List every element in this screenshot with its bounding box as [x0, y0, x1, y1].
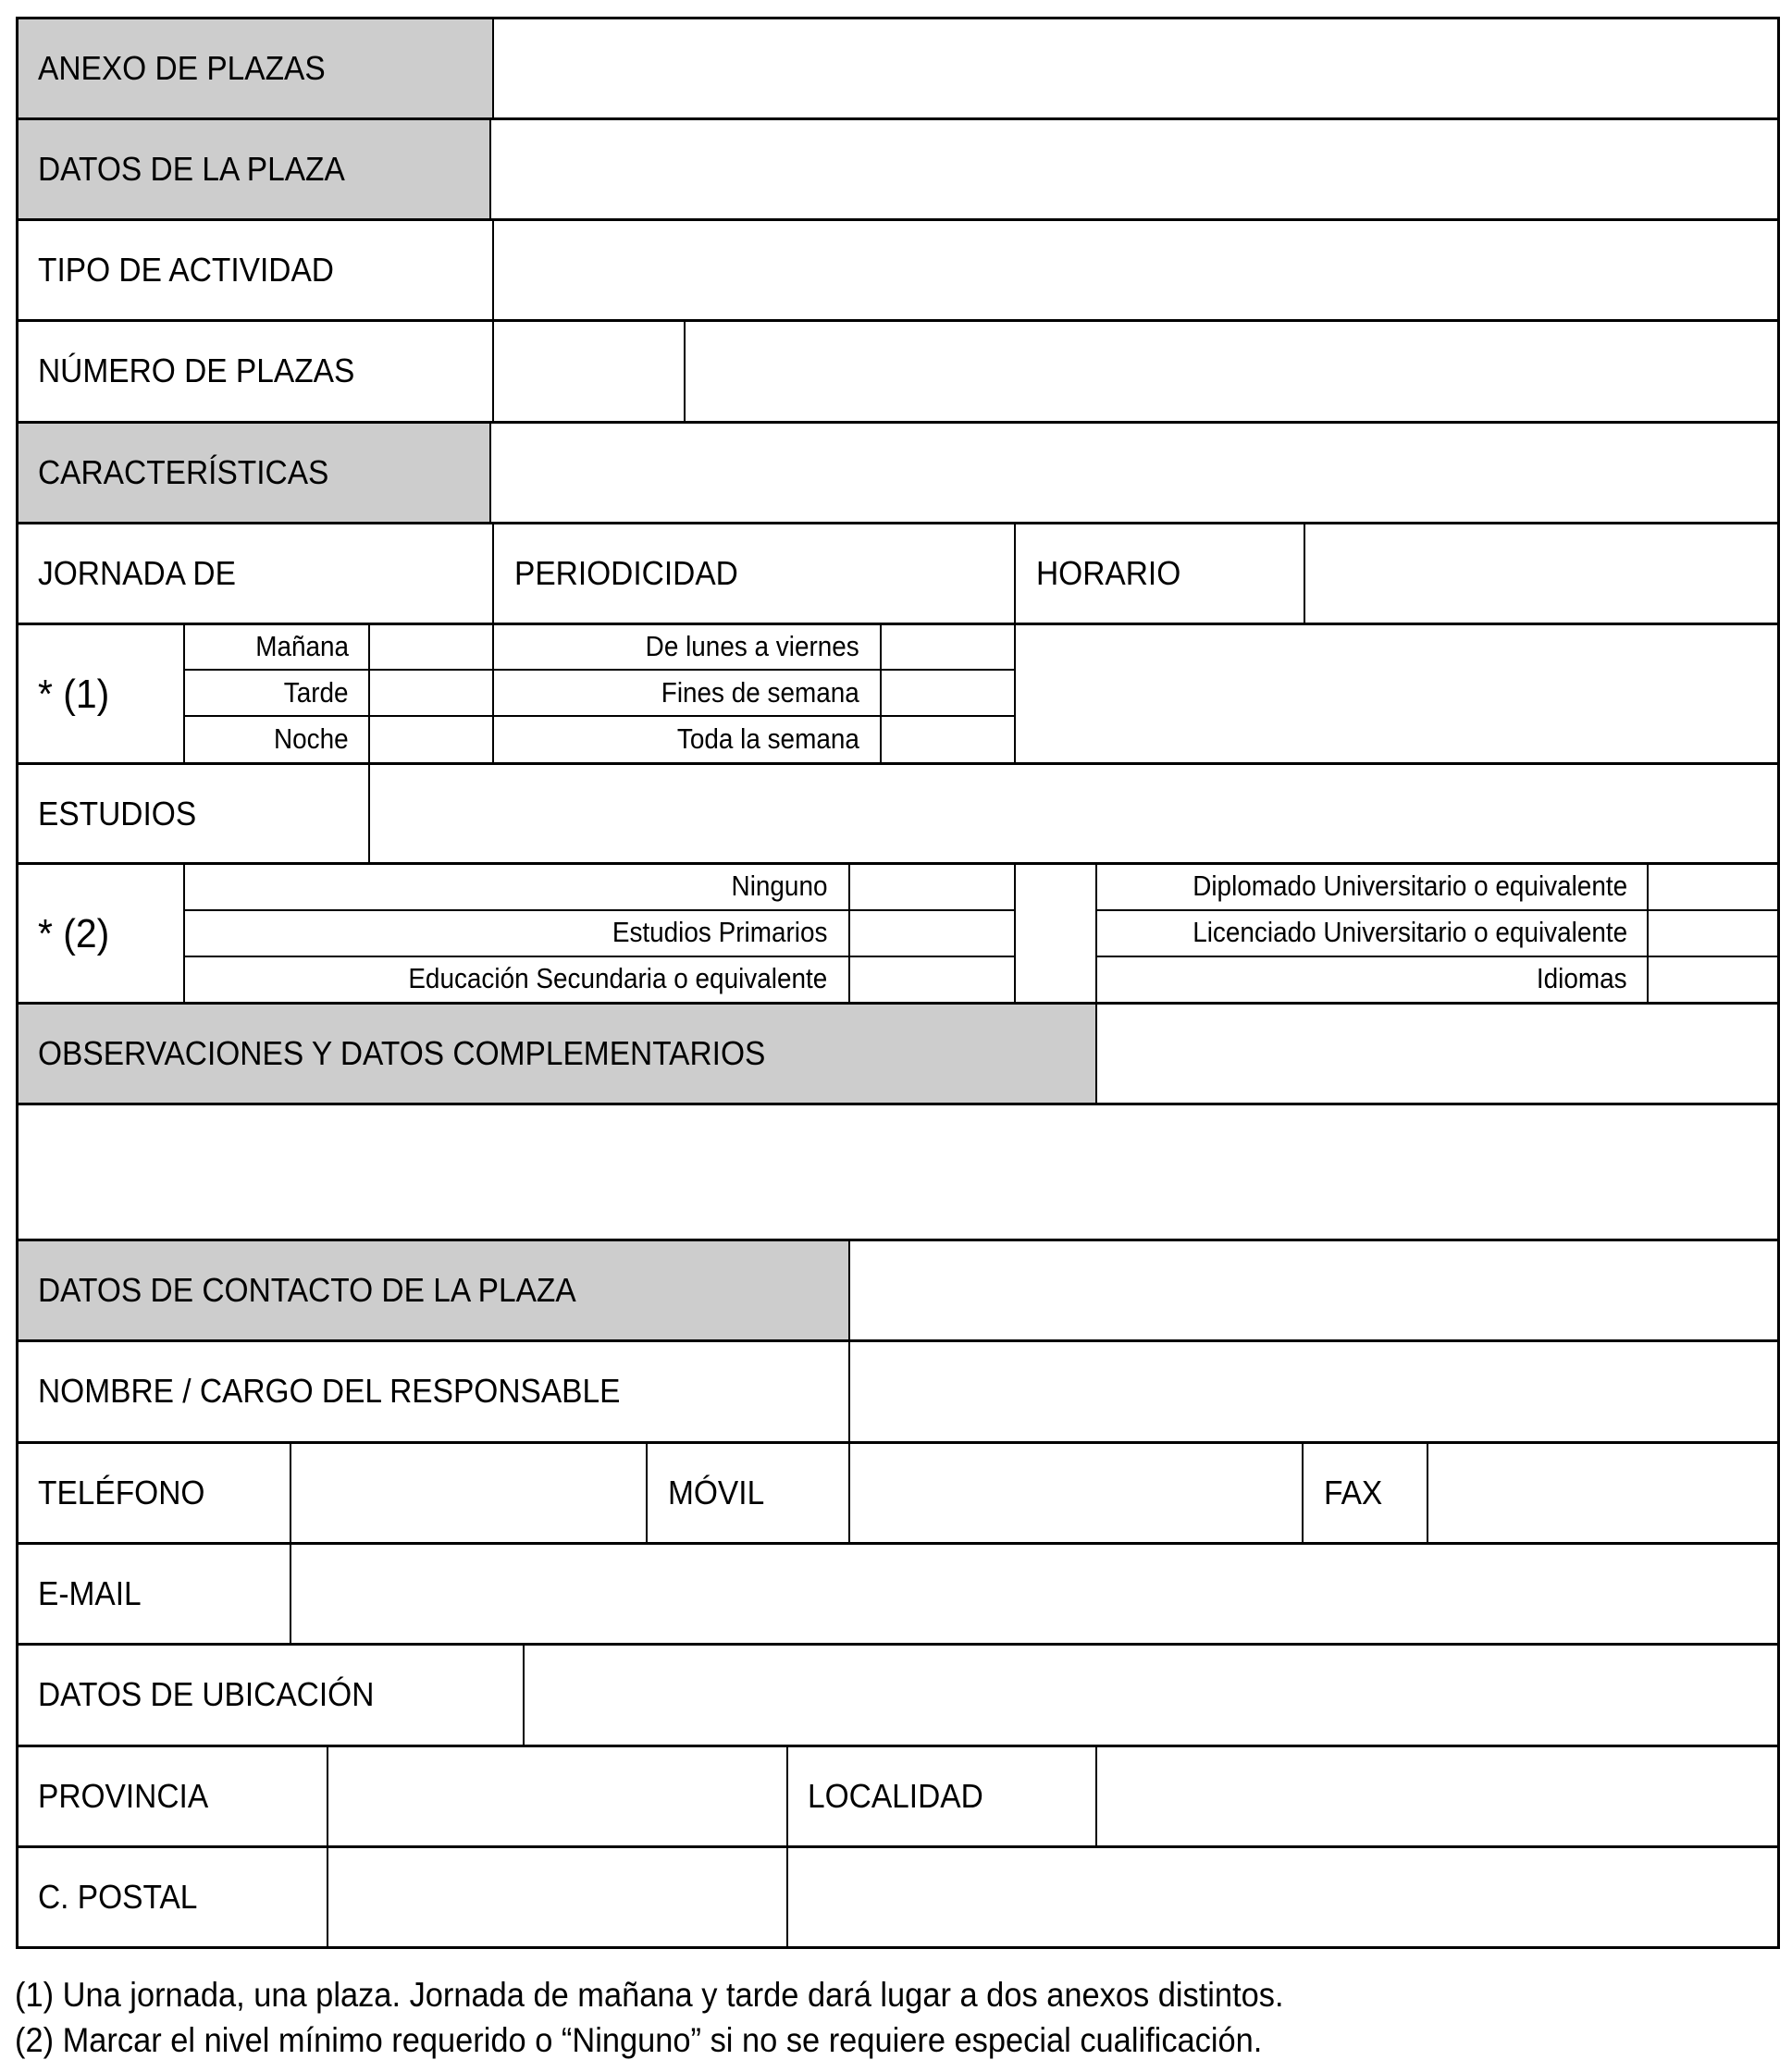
responsible-label: NOMBRE / CARGO DEL RESPONSABLE: [38, 1372, 621, 1410]
border-line: [1302, 1441, 1304, 1544]
border-line: [489, 117, 491, 220]
observations-field[interactable]: [19, 1105, 1777, 1239]
border-line: [16, 17, 1780, 19]
border-line: [16, 1002, 1780, 1005]
border-line: [327, 1745, 328, 1948]
features-section-title: CARACTERÍSTICAS: [38, 453, 329, 491]
jornada-morning-checkbox[interactable]: [370, 624, 490, 669]
jornada-option-night: Noche: [274, 722, 349, 755]
studies-diploma-checkbox[interactable]: [1649, 864, 1777, 909]
footnote-1: (1) Una jornada, una plaza. Jornada de mañana y tarde dará lugar a dos anexos distintos.: [15, 1976, 1284, 2014]
positions-count-label: NÚMERO DE PLAZAS: [38, 352, 355, 389]
border-line: [492, 17, 494, 119]
border-line: [1095, 862, 1097, 1104]
postal-code-label: C. POSTAL: [38, 1878, 198, 1916]
border-line: [523, 1643, 525, 1746]
studies-option-languages: Idiomas: [1537, 962, 1627, 994]
studies-option-degree: Licenciado Universitario o equivalente: [1193, 916, 1627, 948]
observations-section-title: OBSERVACIONES Y DATOS COMPLEMENTARIOS: [38, 1034, 766, 1072]
border-line: [489, 421, 491, 524]
border-line: [646, 1441, 648, 1544]
position-section-title: DATOS DE LA PLAZA: [38, 150, 345, 188]
studies-languages-checkbox[interactable]: [1649, 957, 1777, 1002]
jornada-option-afternoon: Tarde: [284, 676, 349, 709]
border-line: [16, 1239, 1780, 1241]
border-line: [1304, 522, 1305, 624]
jornada-option-morning: Mañana: [255, 630, 349, 662]
weekends-checkbox[interactable]: [882, 671, 1014, 715]
location-section-title: DATOS DE UBICACIÓN: [38, 1675, 375, 1713]
studies-option-secondary: Educación Secundaria o equivalente: [408, 962, 827, 994]
border-line: [1777, 17, 1780, 1949]
studies-label: ESTUDIOS: [38, 795, 197, 833]
email-label: E-MAIL: [38, 1574, 142, 1612]
border-line: [1427, 1441, 1428, 1544]
jornada-afternoon-checkbox[interactable]: [370, 671, 490, 715]
locality-label: LOCALIDAD: [808, 1777, 983, 1815]
studies-option-primary: Estudios Primarios: [612, 916, 827, 948]
email-field[interactable]: [292, 1545, 1777, 1643]
jornada-night-checkbox[interactable]: [370, 717, 490, 762]
border-line: [1095, 1745, 1097, 1847]
horario-header: HORARIO: [1036, 554, 1181, 592]
phone-field[interactable]: [292, 1444, 646, 1542]
border-line: [492, 319, 494, 423]
province-label: PROVINCIA: [38, 1777, 209, 1815]
border-line: [183, 623, 185, 764]
border-line: [16, 522, 1780, 524]
contact-section-title: DATOS DE CONTACTO DE LA PLAZA: [38, 1271, 576, 1309]
province-field[interactable]: [329, 1747, 786, 1845]
border-line: [16, 762, 1780, 765]
mobile-label: MÓVIL: [668, 1474, 765, 1511]
border-line: [16, 17, 19, 1949]
fax-label: FAX: [1324, 1474, 1383, 1511]
responsible-field[interactable]: [851, 1342, 1777, 1441]
border-line: [16, 218, 1780, 221]
fax-field[interactable]: [1429, 1444, 1777, 1542]
border-line: [16, 421, 1780, 424]
mobile-field[interactable]: [851, 1444, 1302, 1542]
studies-none-checkbox[interactable]: [850, 864, 1014, 909]
location-field[interactable]: [525, 1646, 1777, 1745]
border-line: [183, 862, 185, 1004]
annex-title: ANEXO DE PLAZAS: [38, 49, 326, 87]
studies-option-none: Ninguno: [731, 870, 827, 902]
weekdays-checkbox[interactable]: [882, 624, 1014, 669]
border-line: [848, 1239, 850, 1443]
border-line: [290, 1441, 291, 1645]
border-line: [1014, 522, 1016, 764]
border-line: [16, 117, 1780, 120]
border-line: [786, 1745, 788, 1948]
border-line: [492, 522, 494, 764]
locality-field[interactable]: [1098, 1747, 1777, 1845]
border-line: [1014, 862, 1016, 1004]
border-line: [848, 1441, 850, 1544]
activity-type-label: TIPO DE ACTIVIDAD: [38, 251, 334, 289]
studies-marker: * (2): [38, 911, 110, 956]
border-line: [16, 319, 1780, 322]
phone-label: TELÉFONO: [38, 1474, 205, 1511]
border-line: [684, 319, 686, 423]
border-line: [16, 1845, 1780, 1848]
periodicidad-header: PERIODICIDAD: [514, 554, 738, 592]
periodicity-option-all-week: Toda la semana: [677, 722, 859, 755]
postal-code-field[interactable]: [329, 1848, 786, 1946]
periodicity-option-weekdays: De lunes a viernes: [645, 630, 859, 662]
jornada-header: JORNADA DE: [38, 554, 236, 592]
footnote-2: (2) Marcar el nivel mínimo requerido o “Ninguno” si no se requiere especial cualificación.: [15, 2021, 1263, 2059]
all-week-checkbox[interactable]: [882, 717, 1014, 762]
studies-option-diploma: Diplomado Universitario o equivalente: [1193, 870, 1627, 902]
studies-primary-checkbox[interactable]: [850, 911, 1014, 956]
border-line: [16, 1946, 1780, 1949]
studies-secondary-checkbox[interactable]: [850, 957, 1014, 1002]
jornada-marker: * (1): [38, 672, 110, 717]
studies-degree-checkbox[interactable]: [1649, 911, 1777, 956]
periodicity-option-weekends: Fines de semana: [661, 676, 859, 709]
border-line: [492, 218, 494, 321]
